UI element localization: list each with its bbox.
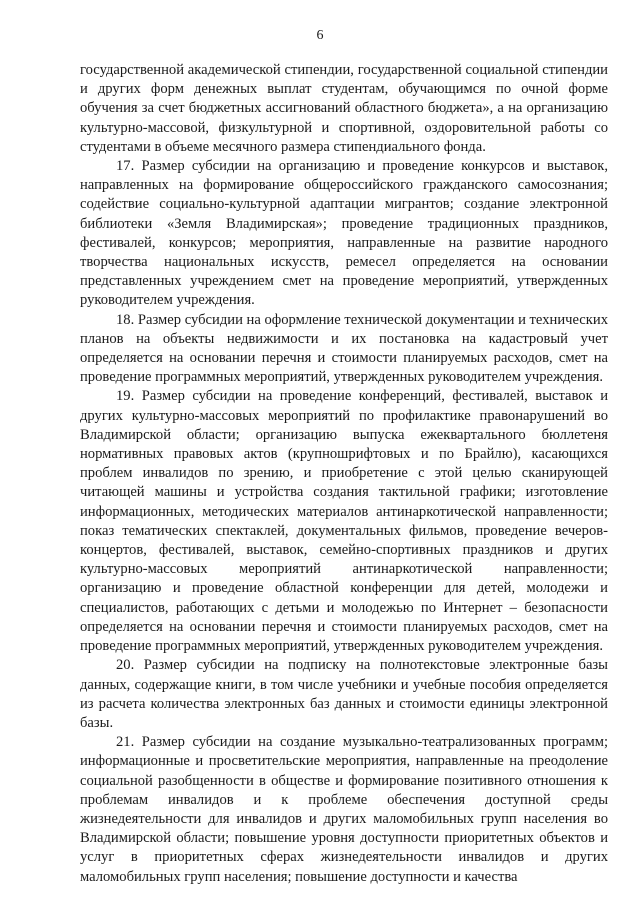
paragraph-19: 19. Размер субсидии на проведение конференций, фестивалей, выставок и других культурно-массовых мероприятий по профилактике правонарушений во Владимирской области; организацию выпуска ежеквартального бюллетеня нормативных правовых актов (крупношрифтовых и по Брайлю), касающихся проблем инвалидов по зрению, и приобретение с этой целью сканирующей читающей машины и устройства создания тактильной графики; изготовление информационных, методических материалов антинаркотической направленности; показ тематических спектаклей, документальных фильмов, проведение вечеров-концертов, фестивалей, выставок, семейно-спортивных праздников и других культурно-массовых мероприятий антинаркотической направленности; организацию и проведение областной конференции для детей, молодежи и специалистов, работающих с детьми и молодежью по Интернет – безопасности определяется на основании перечня и стоимости планируемых расходов, смет на проведение программных мероприятий, утвержденных руководителем учреждения. [80, 388, 608, 655]
page-number: 6 [316, 28, 324, 43]
paragraph-continuation: государственной академической стипендии, государственной социальной стипендии и других форм денежных выплат студентам, обучающимся по очной форме обучения за счет бюджетных ассигнований областного бюджета», а на организацию культурно-массовой, физкультурной и спортивной, оздоровительной работы со студентами в объеме месячного размера стипендиального фонда. [80, 62, 608, 155]
paragraph-21: 21. Размер субсидии на создание музыкально-театрализованных программ; информационные и просветительские мероприятия, направленные на преодоление социальной разобщенности в обществе и формирование позитивного отношения к проблемам инвалидов и к проблеме обеспечения доступной среды жизнедеятельности для инвалидов и других маломобильных групп населения во Владимирской области; повышение уровня доступности приоритетных объектов и услуг в приоритетных сферах жизнедеятельности инвалидов и других маломобильных групп населения; повышение доступности и качества [80, 734, 608, 885]
paragraph-17: 17. Размер субсидии на организацию и проведение конкурсов и выставок, направленных на формирование общероссийского гражданского самосознания; содействие социально-культурной адаптации мигрантов; создание электронной библиотеки «Земля Владимирская»; проведение традиционных праздников, фестивалей, конкурсов; мероприятия, направленные на развитие народного творчества национальных искусств, ремесел определяется на основании представленных учреждением смет на проведение мероприятий, утвержденных руководителем учреждения. [80, 158, 608, 309]
paragraph-18: 18. Размер субсидии на оформление технической документации и технических планов на объекты недвижимости и их постановка на кадастровый учет определяется на основании перечня и стоимости планируемых расходов, смет на проведение программных мероприятий, утвержденных руководителем учреждения. [80, 311, 608, 386]
document-body [80, 61, 608, 887]
paragraph-20: 20. Размер субсидии на подписку на полнотекстовые электронные базы данных, содержащие книги, в том числе учебники и учебные пособия определяется из расчета количества электронных баз данных и стоимости единицы электронной базы. [80, 657, 608, 731]
